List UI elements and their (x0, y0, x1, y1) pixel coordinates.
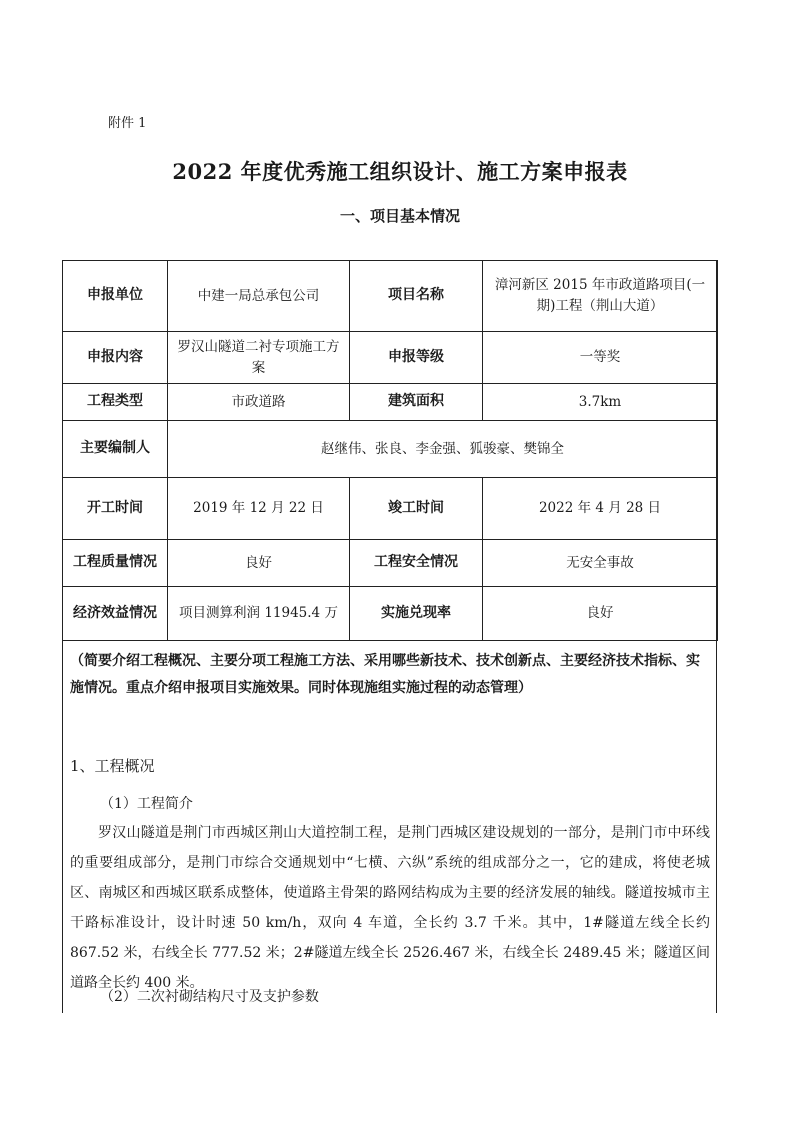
value-cell: 一等奖 (483, 332, 718, 384)
value-cell: 项目测算利润 11945.4 万 (168, 587, 350, 641)
table-row (63, 587, 718, 641)
subsection-heading: （1）工程简介 (100, 796, 193, 812)
table-row (63, 478, 718, 540)
value-cell: 良好 (483, 587, 718, 641)
section-heading: 1、工程概况 (70, 757, 155, 775)
label-cell: 主要编制人 (63, 421, 168, 478)
value-cell: 赵继伟、张良、李金强、狐骏豪、樊锦全 (168, 421, 718, 478)
value-cell: 中建一局总承包公司 (168, 261, 350, 332)
value-cell: 良好 (168, 540, 350, 587)
label-cell: 工程安全情况 (350, 540, 483, 587)
label-cell: 申报内容 (63, 332, 168, 384)
table-row (63, 332, 718, 384)
value-cell: 罗汉山隧道二衬专项施工方案 (168, 332, 350, 384)
page-title: 2022 年度优秀施工组织设计、施工方案申报表 (172, 159, 628, 184)
value-cell: 无安全事故 (483, 540, 718, 587)
value-cell: 市政道路 (168, 384, 350, 421)
label-cell: 工程类型 (63, 384, 168, 421)
table-row (63, 384, 718, 421)
subsection-heading: （2）二次衬砌结构尺寸及支护参数 (100, 989, 319, 1005)
label-cell: 建筑面积 (350, 384, 483, 421)
section-title: 一、项目基本情况 (339, 207, 460, 225)
intro-note: （简要介绍工程概况、主要分项工程施工方法、采用哪些新技术、技术创新点、主要经济技术指标、实施情况。重点介绍申报项目实施效果。同时体现施组实施过程的动态管理） (70, 653, 700, 696)
value-cell: 漳河新区 2015 年市政道路项目(一期)工程（荆山大道） (483, 261, 718, 332)
label-cell: 工程质量情况 (63, 540, 168, 587)
value-cell: 2022 年 4 月 28 日 (483, 478, 718, 540)
label-cell: 经济效益情况 (63, 587, 168, 641)
label-cell: 开工时间 (63, 478, 168, 540)
project-info-table (62, 260, 718, 641)
value-cell: 3.7km (483, 384, 718, 421)
value-cell: 2019 年 12 月 22 日 (168, 478, 350, 540)
label-cell: 申报等级 (350, 332, 483, 384)
attachment-label: 附件 1 (108, 116, 147, 131)
label-cell: 申报单位 (63, 261, 168, 332)
label-cell: 实施兑现率 (350, 587, 483, 641)
body-paragraph: 罗汉山隧道是荆门市西城区荆山大道控制工程，是荆门西城区建设规划的一部分，是荆门市中环线的重要组成部分，是荆门市综合交通规划中“七横、六纵”系统的组成部分之一，它的建成，将使老城区、南城区和西城区联系成整体，使道路主骨架的路网结构成为主要的经济发展的轴线。隧道按城市主干路标准设计，设计时速 50 km/h，双向 4 车道，全长约 3.7 千米。其中，1#隧道左线全长约 867.52 米，右线全长 777.52 米；2#隧道左线全长 2526.467 米，右线全长 2489.45 米；隧道区间道路全长约 400 米。 (70, 825, 710, 991)
table-row (63, 421, 718, 478)
table-row (63, 261, 718, 332)
label-cell: 项目名称 (350, 261, 483, 332)
table-row (63, 540, 718, 587)
label-cell: 竣工时间 (350, 478, 483, 540)
